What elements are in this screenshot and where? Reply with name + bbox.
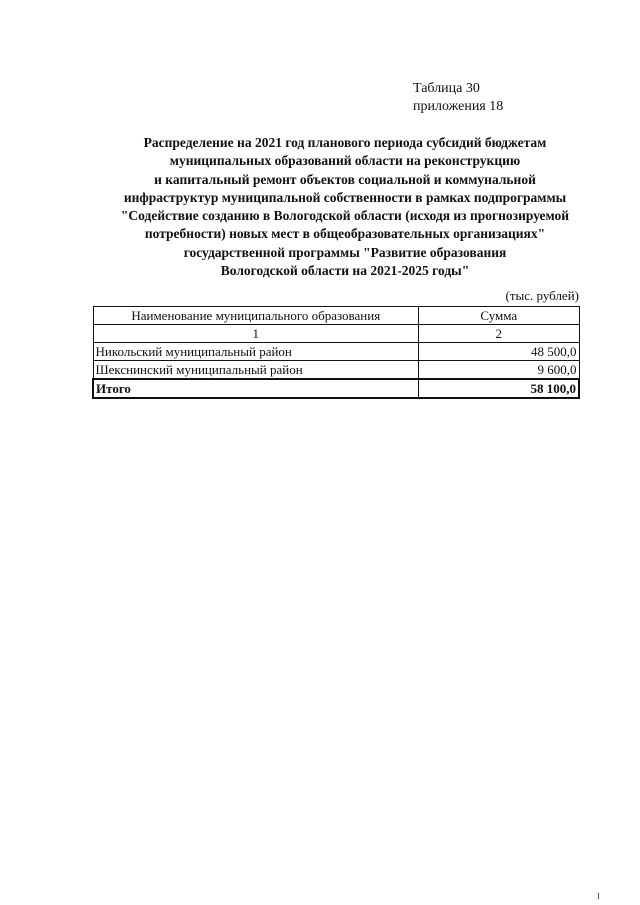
district-name: Шекснинский муниципальный район <box>93 361 419 380</box>
units-note: (тыс. рублей) <box>505 288 579 303</box>
subsidy-table <box>92 306 580 399</box>
district-amount: 9 600,0 <box>419 361 580 380</box>
total-label: Итого <box>93 379 419 398</box>
scan-speck <box>598 893 599 899</box>
document-title <box>80 134 610 280</box>
table-header-row <box>93 307 579 325</box>
title-line: государственной программы "Развитие образования <box>183 244 507 260</box>
column-header-amount: Сумма <box>419 307 580 325</box>
total-row <box>93 379 579 398</box>
title-line: муниципальных образований области на реконструкцию <box>169 153 521 169</box>
table-row <box>93 361 579 380</box>
district-name: Никольский муниципальный район <box>93 343 419 361</box>
total-amount: 58 100,0 <box>419 379 580 398</box>
title-line: Вологодской области на 2021-2025 годы" <box>220 263 470 279</box>
column-number: 1 <box>93 325 419 343</box>
appendix-number: приложения 18 <box>413 99 504 114</box>
title-line: Распределение на 2021 год планового периода субсидий бюджетам <box>143 135 547 150</box>
table-number: Таблица 30 <box>413 81 480 96</box>
column-numbers-row <box>93 325 579 343</box>
table-row <box>93 343 579 361</box>
district-amount: 48 500,0 <box>419 343 580 361</box>
title-line: "Содействие созданию в Вологодской области (исходя из прогнозируемой <box>120 208 570 224</box>
column-number: 2 <box>419 325 580 343</box>
title-line: инфраструктур муниципальной собственности в рамках подпрограммы <box>123 189 567 205</box>
column-header-name: Наименование муниципального образования <box>93 307 419 325</box>
table-reference <box>413 80 503 116</box>
title-line: потребности) новых мест в общеобразовательных организациях" <box>144 226 546 242</box>
title-line: и капитальный ремонт объектов социальной и коммунальной <box>154 171 536 187</box>
